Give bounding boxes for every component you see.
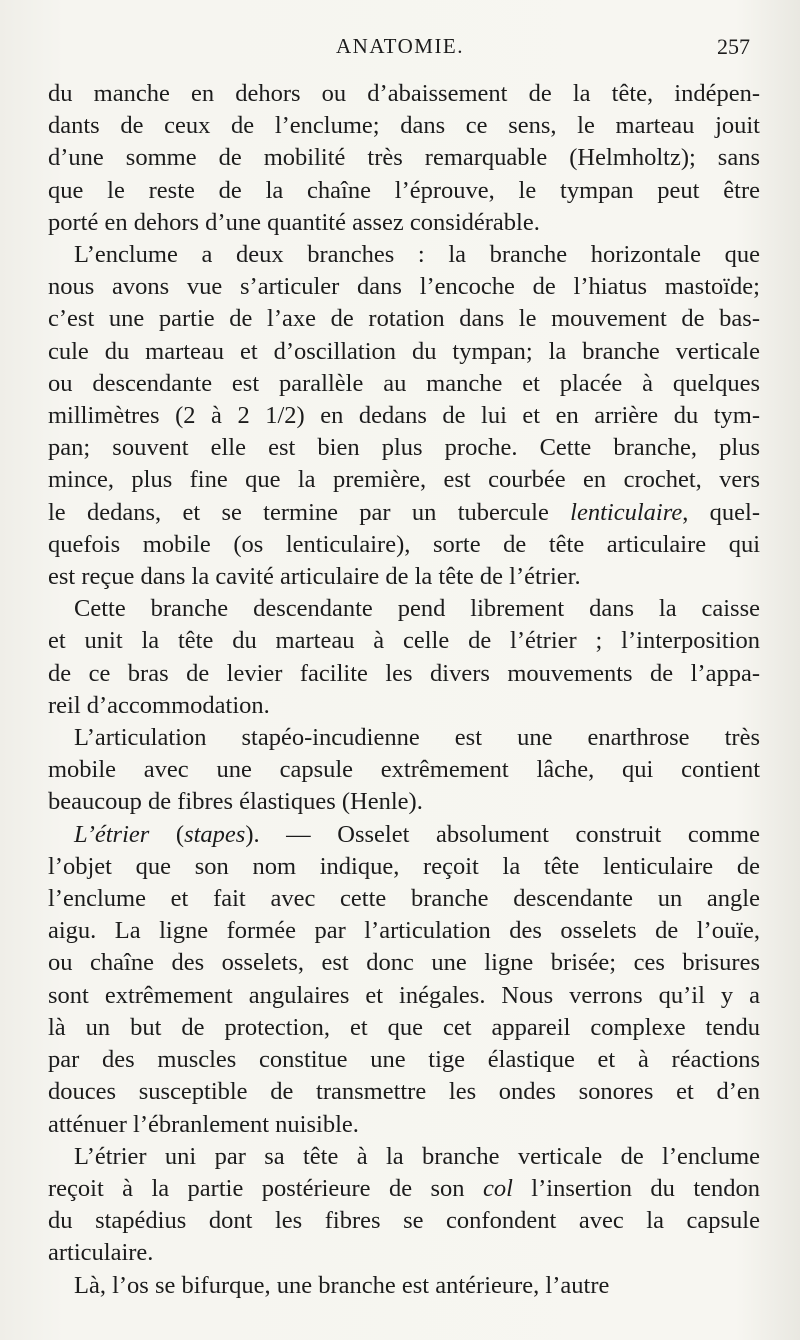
text-line: Là, l’os se bifurque, une branche est antérieure, l’autre (74, 1271, 610, 1299)
text-line: sont extrêmement angulaires et inégales. Nous verrons qu’il y a (48, 981, 760, 1009)
text-line: par des muscles constitue une tige élastique et à réactions (48, 1046, 760, 1074)
text-line: est reçue dans la cavité articulaire de la tête de l’étrier. (48, 563, 581, 591)
paragraph (48, 1141, 760, 1270)
text-line: cule du marteau et d’oscillation du tympan; la branche verticale (48, 337, 760, 365)
text-line: ou descendante est parallèle au manche et placée à quelques (48, 369, 760, 397)
paragraph (48, 593, 760, 722)
text-line: mince, plus fine que la première, est courbée en crochet, vers (48, 466, 760, 494)
paragraph (48, 722, 760, 819)
text-line: et unit la tête du marteau à celle de l’étrier ; l’interposition (48, 627, 760, 655)
text-line: du stapédius dont les fibres se confondent avec la capsule (48, 1207, 760, 1235)
running-head (0, 34, 800, 68)
page-number: 257 (717, 34, 750, 59)
text-line: L’étrier uni par sa tête à la branche verticale de l’enclume (74, 1142, 760, 1170)
text-line: L’étrier (stapes). — Osselet absolument construit comme (74, 820, 760, 848)
text-line: atténuer l’ébranlement nuisible. (48, 1110, 359, 1138)
text-line: articulaire. (48, 1239, 154, 1267)
text-line: porté en dehors d’une quantité assez considérable. (48, 208, 540, 236)
text-line: Cette branche descendante pend librement dans la caisse (74, 595, 760, 623)
text-line: douces susceptible de transmettre les ondes sonores et d’en (48, 1078, 760, 1106)
paragraph (48, 78, 760, 239)
text-line: l’enclume et fait avec cette branche descendante un angle (48, 885, 760, 913)
text-line: reil d’accommodation. (48, 691, 270, 719)
text-line: de ce bras de levier facilite les divers mouvements de l’appa- (48, 659, 760, 687)
text-line: reçoit à la partie postérieure de son col l’insertion du tendon (48, 1174, 760, 1202)
text-line: d’une somme de mobilité très remarquable (Helmholtz); sans (48, 144, 760, 172)
text-line: dants de ceux de l’enclume; dans ce sens, le marteau jouit (48, 112, 760, 140)
text-line: pan; souvent elle est bien plus proche. Cette branche, plus (48, 434, 760, 462)
text-line: là un but de protection, et que cet appareil complexe tendu (48, 1013, 760, 1041)
text-line: ou chaîne des osselets, est donc une ligne brisée; ces brisures (48, 949, 760, 977)
paragraph (48, 1270, 760, 1302)
text-line: que le reste de la chaîne l’éprouve, le tympan peut être (48, 176, 760, 204)
text-line: millimètres (2 à 2 1/2) en dedans de lui et en arrière du tym- (48, 402, 760, 430)
text-line: l’objet que son nom indique, reçoit la tête lenticulaire de (48, 852, 760, 880)
text-line: beaucoup de fibres élastiques (Henle). (48, 788, 423, 816)
text-line: c’est une partie de l’axe de rotation dans le mouvement de bas- (48, 305, 760, 333)
paragraph (48, 239, 760, 593)
text-line: le dedans, et se termine par un tubercule lenticulaire, quel- (48, 498, 760, 526)
text-line: quefois mobile (os lenticulaire), sorte de tête articulaire qui (48, 530, 760, 558)
text-line: du manche en dehors ou d’abaissement de la tête, indépen- (48, 80, 760, 107)
text-line: L’articulation stapéo-incudienne est une enarthrose très (74, 724, 760, 752)
paragraph (48, 819, 760, 1141)
text-line: L’enclume a deux branches : la branche horizontale que (74, 241, 760, 269)
text-line: nous avons vue s’articuler dans l’encoche de l’hiatus mastoïde; (48, 273, 760, 301)
text-line: mobile avec une capsule extrêmement lâche, qui contient (48, 756, 760, 784)
running-title: ANATOMIE. (335, 34, 465, 58)
text-line: aigu. La ligne formée par l’articulation des osselets de l’ouïe, (48, 917, 760, 945)
body-text (48, 78, 760, 1302)
